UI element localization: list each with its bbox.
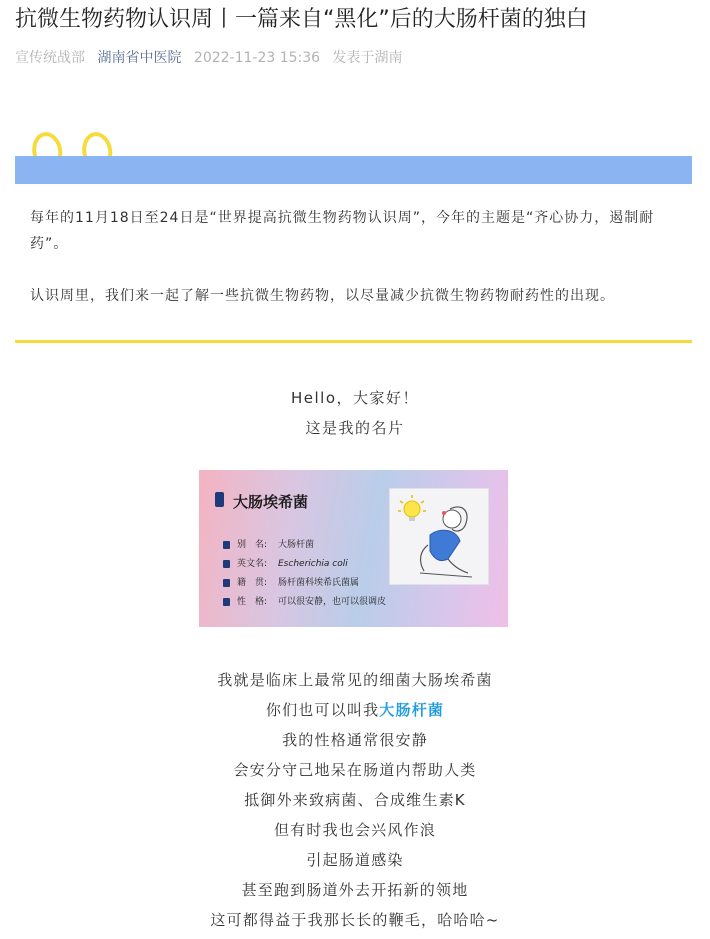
card-info-key: 性 格: — [237, 597, 268, 607]
story-line: 抵御外来致病菌、合成维生素K — [244, 791, 466, 809]
square-bullet-icon — [223, 579, 230, 587]
publish-location: 发表于湖南 — [332, 50, 403, 66]
square-bullet-icon — [223, 541, 230, 549]
story-section — [0, 665, 710, 935]
decorative-yellow-divider — [15, 340, 692, 343]
square-bullet-icon — [223, 598, 230, 606]
decorative-blue-bar — [15, 156, 692, 184]
story-line: 引起肠道感染 — [306, 851, 404, 869]
card-info-value: 大肠杆菌 — [278, 540, 315, 550]
account-link[interactable]: 湖南省中医院 — [97, 50, 182, 66]
author-name: 宣传统战部 — [15, 50, 85, 66]
intro-paragraph: 每年的11月18日至24日是“世界提高抗微生物药物认识周”，今年的主题是“齐心协力，遏制耐药”。 — [30, 210, 655, 252]
card-title: 大肠埃希菌 — [233, 493, 309, 511]
publish-time: 2022-11-23 15:36 — [193, 50, 321, 66]
square-bullet-icon — [215, 492, 224, 507]
story-line: 我的性格通常很安静 — [282, 731, 428, 749]
highlighted-name: 大肠杆菌 — [379, 701, 445, 719]
story-line: 甚至跑到肠道外去开拓新的领地 — [241, 881, 469, 899]
intro-section — [30, 205, 680, 309]
card-info-key: 别 名: — [237, 540, 268, 550]
square-bullet-icon — [223, 560, 230, 568]
greeting-line: 这是我的名片 — [305, 419, 405, 437]
bacteria-character-icon — [390, 489, 490, 586]
story-line: 这可都得益于我那长长的鞭毛，哈哈哈~ — [210, 911, 500, 929]
business-card-image[interactable] — [199, 470, 508, 627]
card-info-value: 可以很安静，也可以很调皮 — [278, 597, 387, 607]
card-info-value: Escherichia coli — [278, 559, 348, 569]
card-info-row — [223, 593, 423, 612]
bacteria-portrait-illustration — [389, 488, 489, 585]
story-line: 会安分守己地呆在肠道内帮助人类 — [233, 761, 477, 779]
story-line: 我就是临床上最常见的细菌大肠埃希菌 — [217, 671, 493, 689]
card-info-value: 肠杆菌科埃希氏菌属 — [278, 578, 360, 588]
greeting-line: Hello，大家好！ — [290, 389, 420, 407]
story-line: 但有时我也会兴风作浪 — [273, 821, 436, 839]
intro-paragraph: 认识周里，我们来一起了解一些抗微生物药物，以尽量减少抗微生物药物耐药性的出现。 — [30, 288, 615, 304]
card-info-key: 英文名: — [237, 559, 268, 569]
lightbulb-icon — [398, 495, 426, 521]
greeting-section — [0, 383, 710, 443]
article-title: 抗微生物药物认识周丨一篇来自“黑化”后的大肠杆菌的独白 — [15, 7, 588, 32]
card-info-key: 籍 贯: — [237, 578, 268, 588]
story-line — [0, 695, 710, 725]
story-line-text: 你们也可以叫我 — [265, 701, 380, 719]
article-meta — [15, 47, 411, 69]
